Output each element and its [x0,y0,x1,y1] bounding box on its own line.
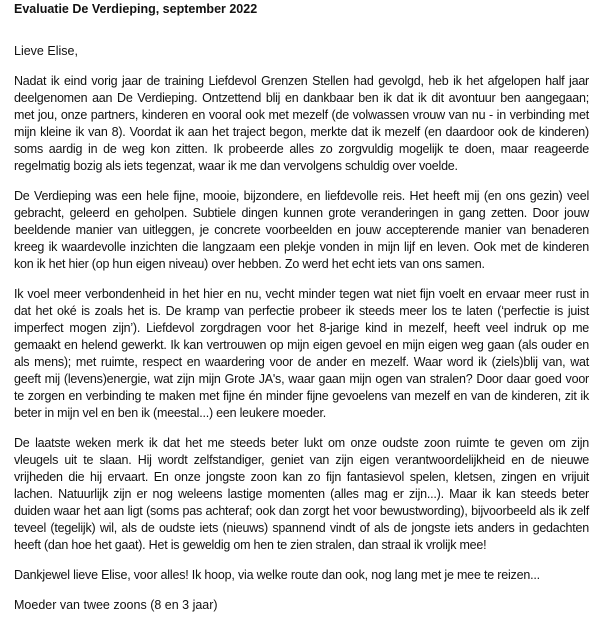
paragraph-2: De Verdieping was een hele fijne, mooie, bijzondere, en liefdevolle reis. Het heeft mij (en ons gezin) veel gebracht, geleerd en geholpen. Subtiele dingen kunnen grote veranderingen in gang zetten. Door jouw beeldende manier van uitleggen, je concrete voorbeelden en jouw accepterende manier van benaderen kreeg ik waardevolle inzichten die langzaam een plekje vonden in mijn lijf en leven. Ook met de kinderen kon ik het hier (op hun eigen niveau) over hebben. Zo werd het echt iets van ons samen. [14,189,589,271]
letter-document [14,1,589,614]
document-title: Evaluatie De Verdieping, september 2022 [14,2,258,16]
paragraph-3: Ik voel meer verbondenheid in het hier en nu, vecht minder tegen wat niet fijn voelt en ervaar meer rust in dat het oké is zoals het is. De kramp van perfectie probeer ik steeds meer los te laten (‘perfectie is juist imperfect mogen zijn’). Liefdevol zorgdragen voor het 8-jarige kind in mezelf, heeft veel indruk op me gemaakt en helend gewerkt. Ik kan vertrouwen op mijn eigen gevoel en mijn eigen weg gaan (als ouder en als mens); met ruimte, respect en waardering voor de ander en mezelf. Waar word ik (ziels)blij van, wat geeft mij (levens)energie, wat zijn mijn Grote JA's, waar gaan mijn ogen van stralen? Door daar goed voor te zorgen en verbinding te maken met fijne én minder fijne gevoelens van mezelf en van de kinderen, zit ik beter in mijn vel en ben ik (meestal...) een leukere moeder. [14,287,589,420]
paragraph-4: De laatste weken merk ik dat het me steeds beter lukt om onze oudste zoon ruimte te geven om zijn vleugels uit te slaan. Hij wordt zelfstandiger, geniet van zijn eigen verantwoordelijkheid en de nieuwe vrijheden die hij ervaart. En onze jongste zoon kan zo fijn fantasievol spelen, kletsen, zingen en vrijuit lachen. Natuurlijk zijn er nog weleens lastige momenten (alles mag er zijn...). Maar ik kan steeds beter duiden waar het aan ligt (soms pas achteraf; ook dan zorgt het voor bewustwording), bijvoorbeeld als ik zelf teveel (tegelijk) wil, als de oudste iets (nieuws) spannend vindt of als de jongste iets anders in gedachten heeft (dan hoe het gaat). Het is geweldig om hen te zien stralen, dan straal ik vrolijk mee! [14,436,589,552]
paragraph-1: Nadat ik eind vorig jaar de training Liefdevol Grenzen Stellen had gevolgd, heb ik het afgelopen half jaar deelgenomen aan De Verdieping. Ontzettend blij en dankbaar ben ik dat ik dit avontuur ben aangegaan; met jou, onze partners, kinderen en vooral ook met mezelf (de volwassen vrouw van nu - in verbinding met mijn kleine ik van 8). Voordat ik aan het traject begon, merkte dat ik mezelf (en daardoor ook de kinderen) soms aardig in de weg kon zitten. Ik probeerde alles zo zorgvuldig mogelijk te doen, maar reageerde regelmatig bozig als iets tegenzat, waar ik me dan vervolgens schuldig over voelde. [14,74,589,173]
letter-closing: Dankjewel lieve Elise, voor alles! Ik hoop, via welke route dan ook, nog lang met je mee te reizen... [14,568,540,582]
letter-signature: Moeder van twee zoons (8 en 3 jaar) [14,598,218,612]
letter-greeting: Lieve Elise, [14,44,78,58]
